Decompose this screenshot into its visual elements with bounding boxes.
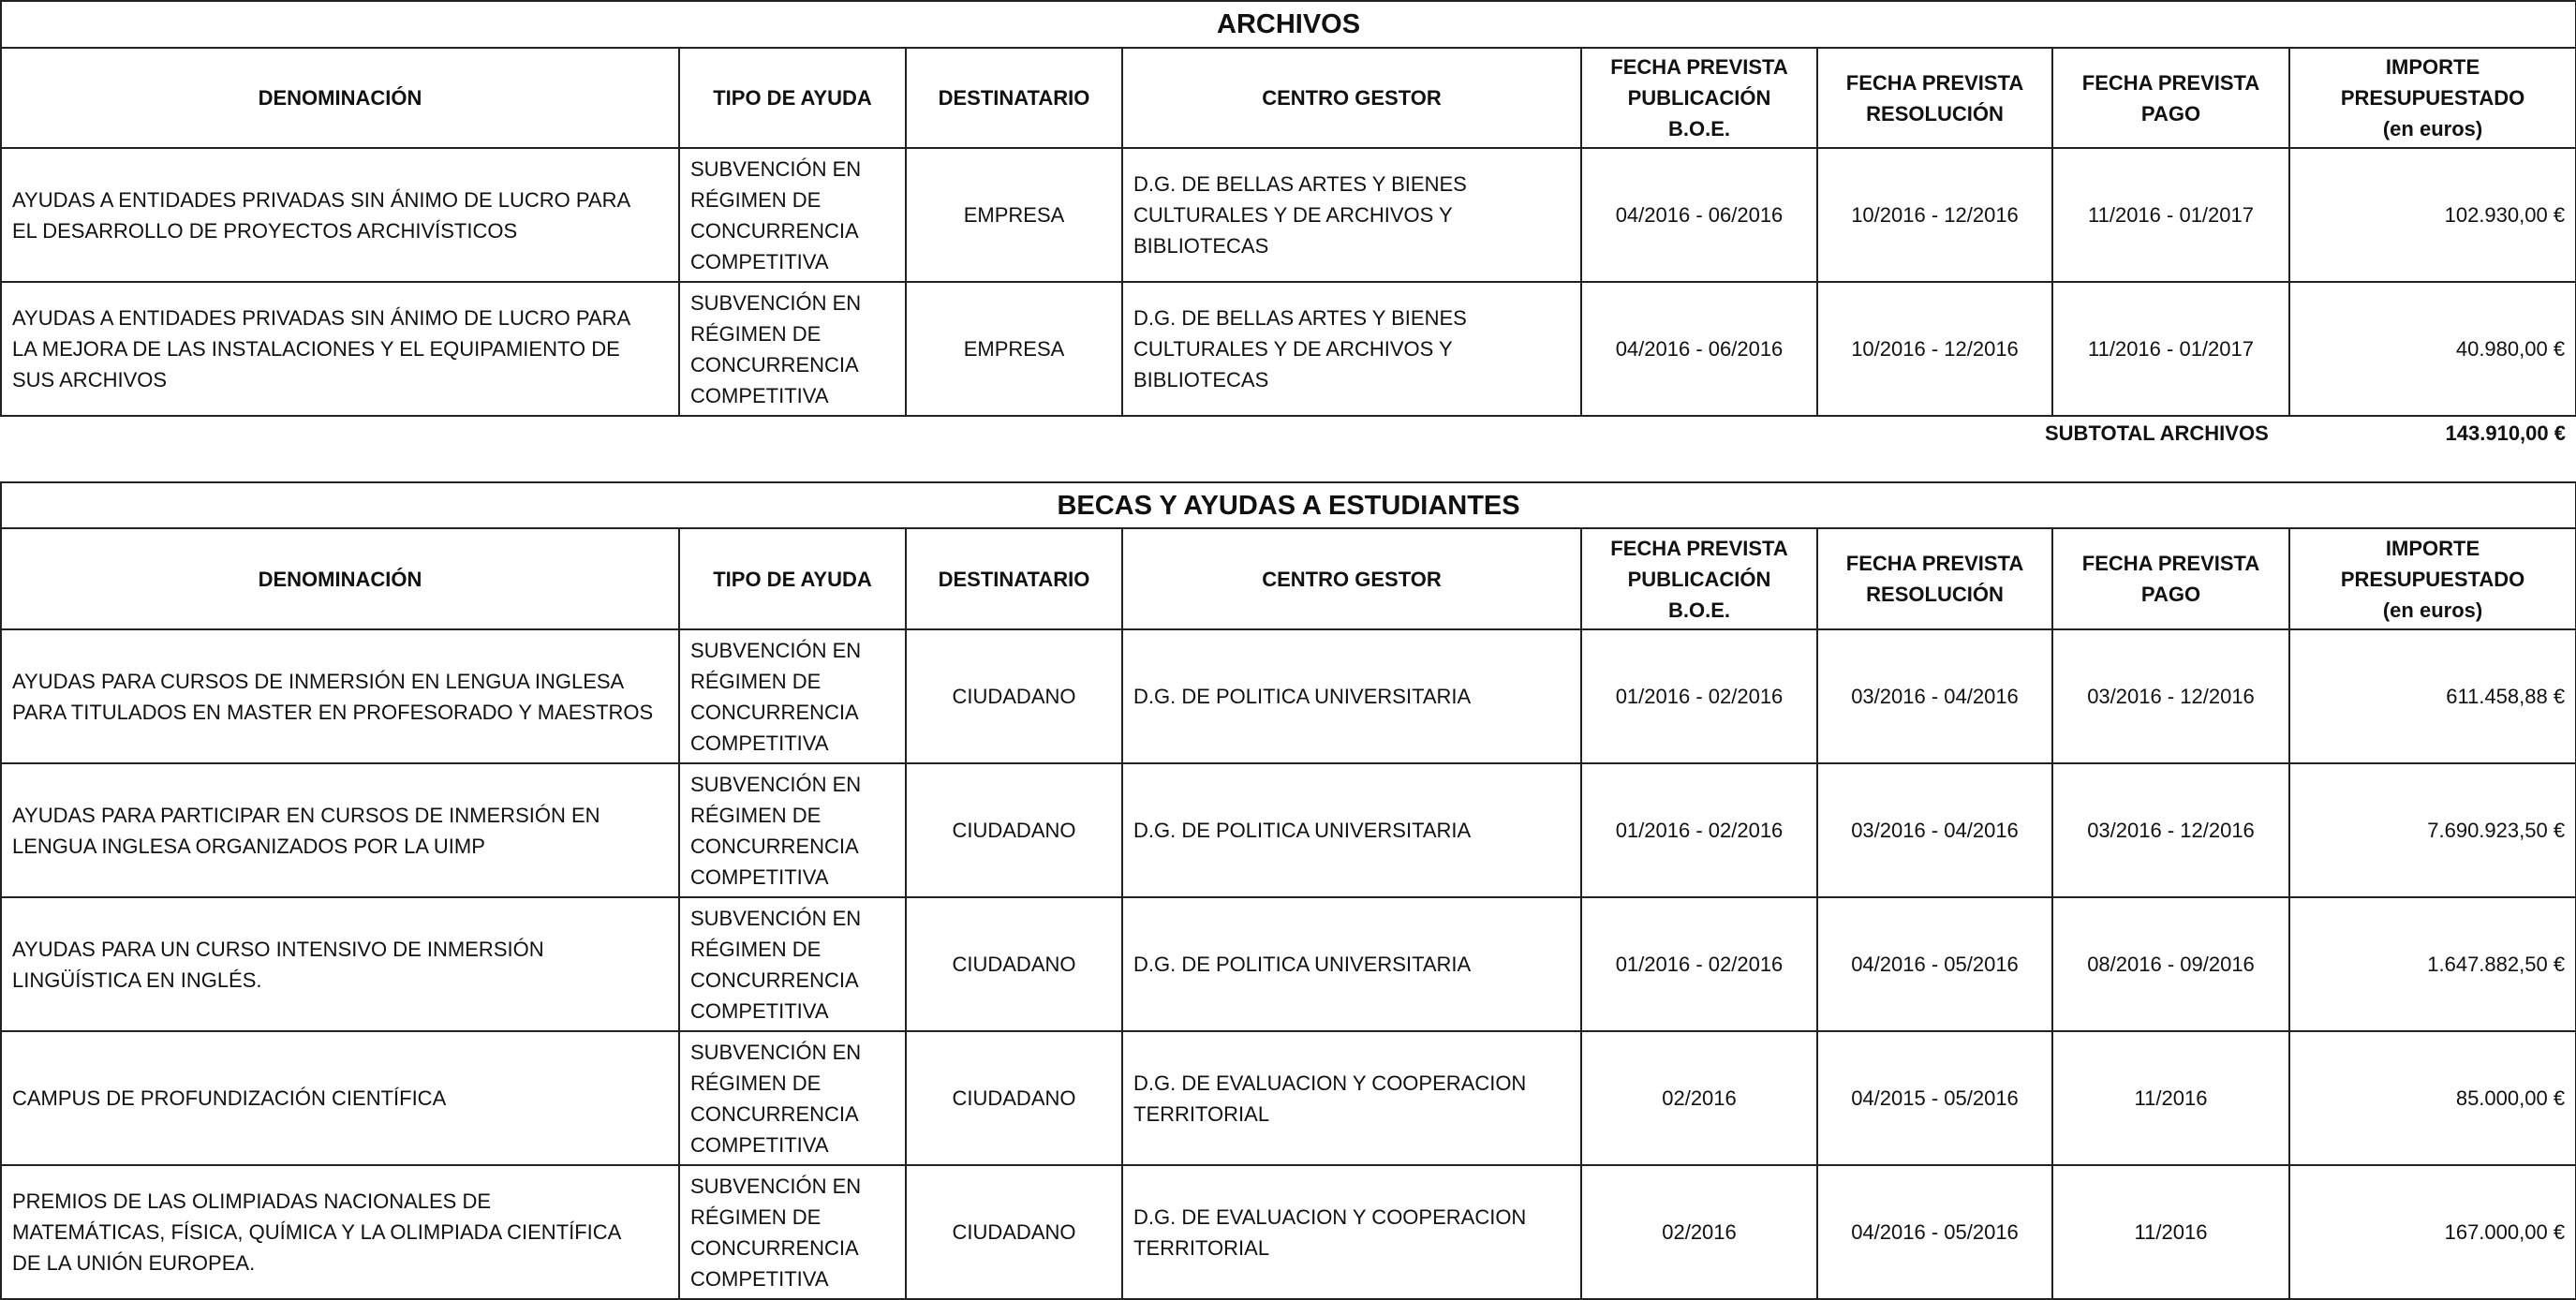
destinatario-cell: EMPRESA bbox=[906, 148, 1122, 282]
table-row bbox=[1, 148, 2576, 282]
destinatario-cell: EMPRESA bbox=[906, 282, 1122, 416]
table-row bbox=[1, 1031, 2576, 1165]
fecha-boe-cell: 01/2016 - 02/2016 bbox=[1581, 897, 1817, 1031]
col-header-destinatario: DESTINATARIO bbox=[906, 528, 1122, 629]
col-header-centro: CENTRO GESTOR bbox=[1122, 48, 1581, 148]
centro-gestor-cell: D.G. DE POLITICA UNIVERSITARIA bbox=[1122, 763, 1581, 897]
fecha-boe-cell: 02/2016 bbox=[1581, 1031, 1817, 1165]
section-title-archivos: ARCHIVOS bbox=[1, 1, 2576, 48]
fecha-pago-cell: 11/2016 bbox=[2052, 1165, 2289, 1299]
col-header-centro: CENTRO GESTOR bbox=[1122, 528, 1581, 629]
importe-cell: 85.000,00 € bbox=[2289, 1031, 2576, 1165]
fecha-pago-cell: 08/2016 - 09/2016 bbox=[2052, 897, 2289, 1031]
col-header-fecha-pago: FECHA PREVISTA PAGO bbox=[2052, 48, 2289, 148]
header-row bbox=[1, 528, 2576, 629]
fecha-pago-cell: 11/2016 - 01/2017 bbox=[2052, 148, 2289, 282]
destinatario-cell: CIUDADANO bbox=[906, 1165, 1122, 1299]
tipo-ayuda-cell: SUBVENCIÓN EN RÉGIMEN DE CONCURRENCIA COMPETITIVA bbox=[679, 282, 906, 416]
header-row bbox=[1, 48, 2576, 148]
fecha-resolucion-cell: 04/2016 - 05/2016 bbox=[1817, 897, 2052, 1031]
fecha-resolucion-cell: 10/2016 - 12/2016 bbox=[1817, 282, 2052, 416]
centro-gestor-cell: D.G. DE POLITICA UNIVERSITARIA bbox=[1122, 897, 1581, 1031]
fecha-resolucion-cell: 04/2015 - 05/2016 bbox=[1817, 1031, 2052, 1165]
tipo-ayuda-cell: SUBVENCIÓN EN RÉGIMEN DE CONCURRENCIA COMPETITIVA bbox=[679, 148, 906, 282]
centro-gestor-cell: D.G. DE POLITICA UNIVERSITARIA bbox=[1122, 629, 1581, 763]
denominacion-cell: AYUDAS A ENTIDADES PRIVADAS SIN ÁNIMO DE LUCRO PARA LA MEJORA DE LAS INSTALACIONES Y EL EQUIPAMIENTO DE SUS ARCHIVOS bbox=[1, 282, 679, 416]
importe-cell: 102.930,00 € bbox=[2289, 148, 2576, 282]
col-header-fecha-resolucion: FECHA PREVISTA RESOLUCIÓN bbox=[1817, 48, 2052, 148]
col-header-denominacion: DENOMINACIÓN bbox=[1, 48, 679, 148]
col-header-fecha-boe: FECHA PREVISTA PUBLICACIÓN B.O.E. bbox=[1581, 528, 1817, 629]
importe-cell: 167.000,00 € bbox=[2289, 1165, 2576, 1299]
col-header-fecha-resolucion: FECHA PREVISTA RESOLUCIÓN bbox=[1817, 528, 2052, 629]
subtotal-archivos-value: 143.910,00 € bbox=[2445, 421, 2566, 445]
fecha-boe-cell: 02/2016 bbox=[1581, 1165, 1817, 1299]
col-header-importe: IMPORTE PRESUPUESTADO (en euros) bbox=[2289, 48, 2576, 148]
archivos-table bbox=[0, 0, 2576, 417]
fecha-pago-cell: 03/2016 - 12/2016 bbox=[2052, 763, 2289, 897]
col-header-denominacion: DENOMINACIÓN bbox=[1, 528, 679, 629]
table-row bbox=[1, 1165, 2576, 1299]
importe-cell: 40.980,00 € bbox=[2289, 282, 2576, 416]
denominacion-cell: CAMPUS DE PROFUNDIZACIÓN CIENTÍFICA bbox=[1, 1031, 679, 1165]
denominacion-cell: AYUDAS PARA PARTICIPAR EN CURSOS DE INMERSIÓN EN LENGUA INGLESA ORGANIZADOS POR LA UIMP bbox=[1, 763, 679, 897]
tipo-ayuda-cell: SUBVENCIÓN EN RÉGIMEN DE CONCURRENCIA COMPETITIVA bbox=[679, 629, 906, 763]
table-row bbox=[1, 763, 2576, 897]
fecha-resolucion-cell: 03/2016 - 04/2016 bbox=[1817, 629, 2052, 763]
tipo-ayuda-cell: SUBVENCIÓN EN RÉGIMEN DE CONCURRENCIA COMPETITIVA bbox=[679, 1031, 906, 1165]
subtotal-archivos-label: SUBTOTAL ARCHIVOS bbox=[2045, 421, 2269, 445]
tipo-ayuda-cell: SUBVENCIÓN EN RÉGIMEN DE CONCURRENCIA COMPETITIVA bbox=[679, 1165, 906, 1299]
col-header-destinatario: DESTINATARIO bbox=[906, 48, 1122, 148]
fecha-boe-cell: 04/2016 - 06/2016 bbox=[1581, 282, 1817, 416]
tipo-ayuda-cell: SUBVENCIÓN EN RÉGIMEN DE CONCURRENCIA COMPETITIVA bbox=[679, 763, 906, 897]
destinatario-cell: CIUDADANO bbox=[906, 897, 1122, 1031]
centro-gestor-cell: D.G. DE EVALUACION Y COOPERACION TERRITORIAL bbox=[1122, 1031, 1581, 1165]
col-header-fecha-pago: FECHA PREVISTA PAGO bbox=[2052, 528, 2289, 629]
fecha-pago-cell: 11/2016 - 01/2017 bbox=[2052, 282, 2289, 416]
centro-gestor-cell: D.G. DE BELLAS ARTES Y BIENES CULTURALES Y DE ARCHIVOS Y BIBLIOTECAS bbox=[1122, 282, 1581, 416]
table-row bbox=[1, 629, 2576, 763]
fecha-pago-cell: 11/2016 bbox=[2052, 1031, 2289, 1165]
fecha-boe-cell: 04/2016 - 06/2016 bbox=[1581, 148, 1817, 282]
fecha-boe-cell: 01/2016 - 02/2016 bbox=[1581, 763, 1817, 897]
table-row bbox=[1, 897, 2576, 1031]
col-header-tipo: TIPO DE AYUDA bbox=[679, 528, 906, 629]
archivos-rows bbox=[1, 148, 2576, 416]
tipo-ayuda-cell: SUBVENCIÓN EN RÉGIMEN DE CONCURRENCIA COMPETITIVA bbox=[679, 897, 906, 1031]
centro-gestor-cell: D.G. DE EVALUACION Y COOPERACION TERRITORIAL bbox=[1122, 1165, 1581, 1299]
fecha-resolucion-cell: 03/2016 - 04/2016 bbox=[1817, 763, 2052, 897]
destinatario-cell: CIUDADANO bbox=[906, 629, 1122, 763]
fecha-boe-cell: 01/2016 - 02/2016 bbox=[1581, 629, 1817, 763]
denominacion-cell: AYUDAS PARA CURSOS DE INMERSIÓN EN LENGUA INGLESA PARA TITULADOS EN MASTER EN PROFESORADO Y MAESTROS bbox=[1, 629, 679, 763]
denominacion-cell: AYUDAS PARA UN CURSO INTENSIVO DE INMERSIÓN LINGÜÍSTICA EN INGLÉS. bbox=[1, 897, 679, 1031]
fecha-resolucion-cell: 04/2016 - 05/2016 bbox=[1817, 1165, 2052, 1299]
fecha-pago-cell: 03/2016 - 12/2016 bbox=[2052, 629, 2289, 763]
denominacion-cell: AYUDAS A ENTIDADES PRIVADAS SIN ÁNIMO DE LUCRO PARA EL DESARROLLO DE PROYECTOS ARCHIVÍSTICOS bbox=[1, 148, 679, 282]
denominacion-cell: PREMIOS DE LAS OLIMPIADAS NACIONALES DE MATEMÁTICAS, FÍSICA, QUÍMICA Y LA OLIMPIADA CIENTÍFICA DE LA UNIÓN EUROPEA. bbox=[1, 1165, 679, 1299]
importe-cell: 7.690.923,50 € bbox=[2289, 763, 2576, 897]
importe-cell: 611.458,88 € bbox=[2289, 629, 2576, 763]
table-row bbox=[1, 282, 2576, 416]
col-header-tipo: TIPO DE AYUDA bbox=[679, 48, 906, 148]
importe-cell: 1.647.882,50 € bbox=[2289, 897, 2576, 1031]
becas-table bbox=[0, 481, 2576, 1300]
col-header-importe: IMPORTE PRESUPUESTADO (en euros) bbox=[2289, 528, 2576, 629]
centro-gestor-cell: D.G. DE BELLAS ARTES Y BIENES CULTURALES Y DE ARCHIVOS Y BIBLIOTECAS bbox=[1122, 148, 1581, 282]
destinatario-cell: CIUDADANO bbox=[906, 1031, 1122, 1165]
destinatario-cell: CIUDADANO bbox=[906, 763, 1122, 897]
becas-rows bbox=[1, 629, 2576, 1299]
section-title-becas: BECAS Y AYUDAS A ESTUDIANTES bbox=[1, 482, 2576, 528]
fecha-resolucion-cell: 10/2016 - 12/2016 bbox=[1817, 148, 2052, 282]
col-header-fecha-boe: FECHA PREVISTA PUBLICACIÓN B.O.E. bbox=[1581, 48, 1817, 148]
